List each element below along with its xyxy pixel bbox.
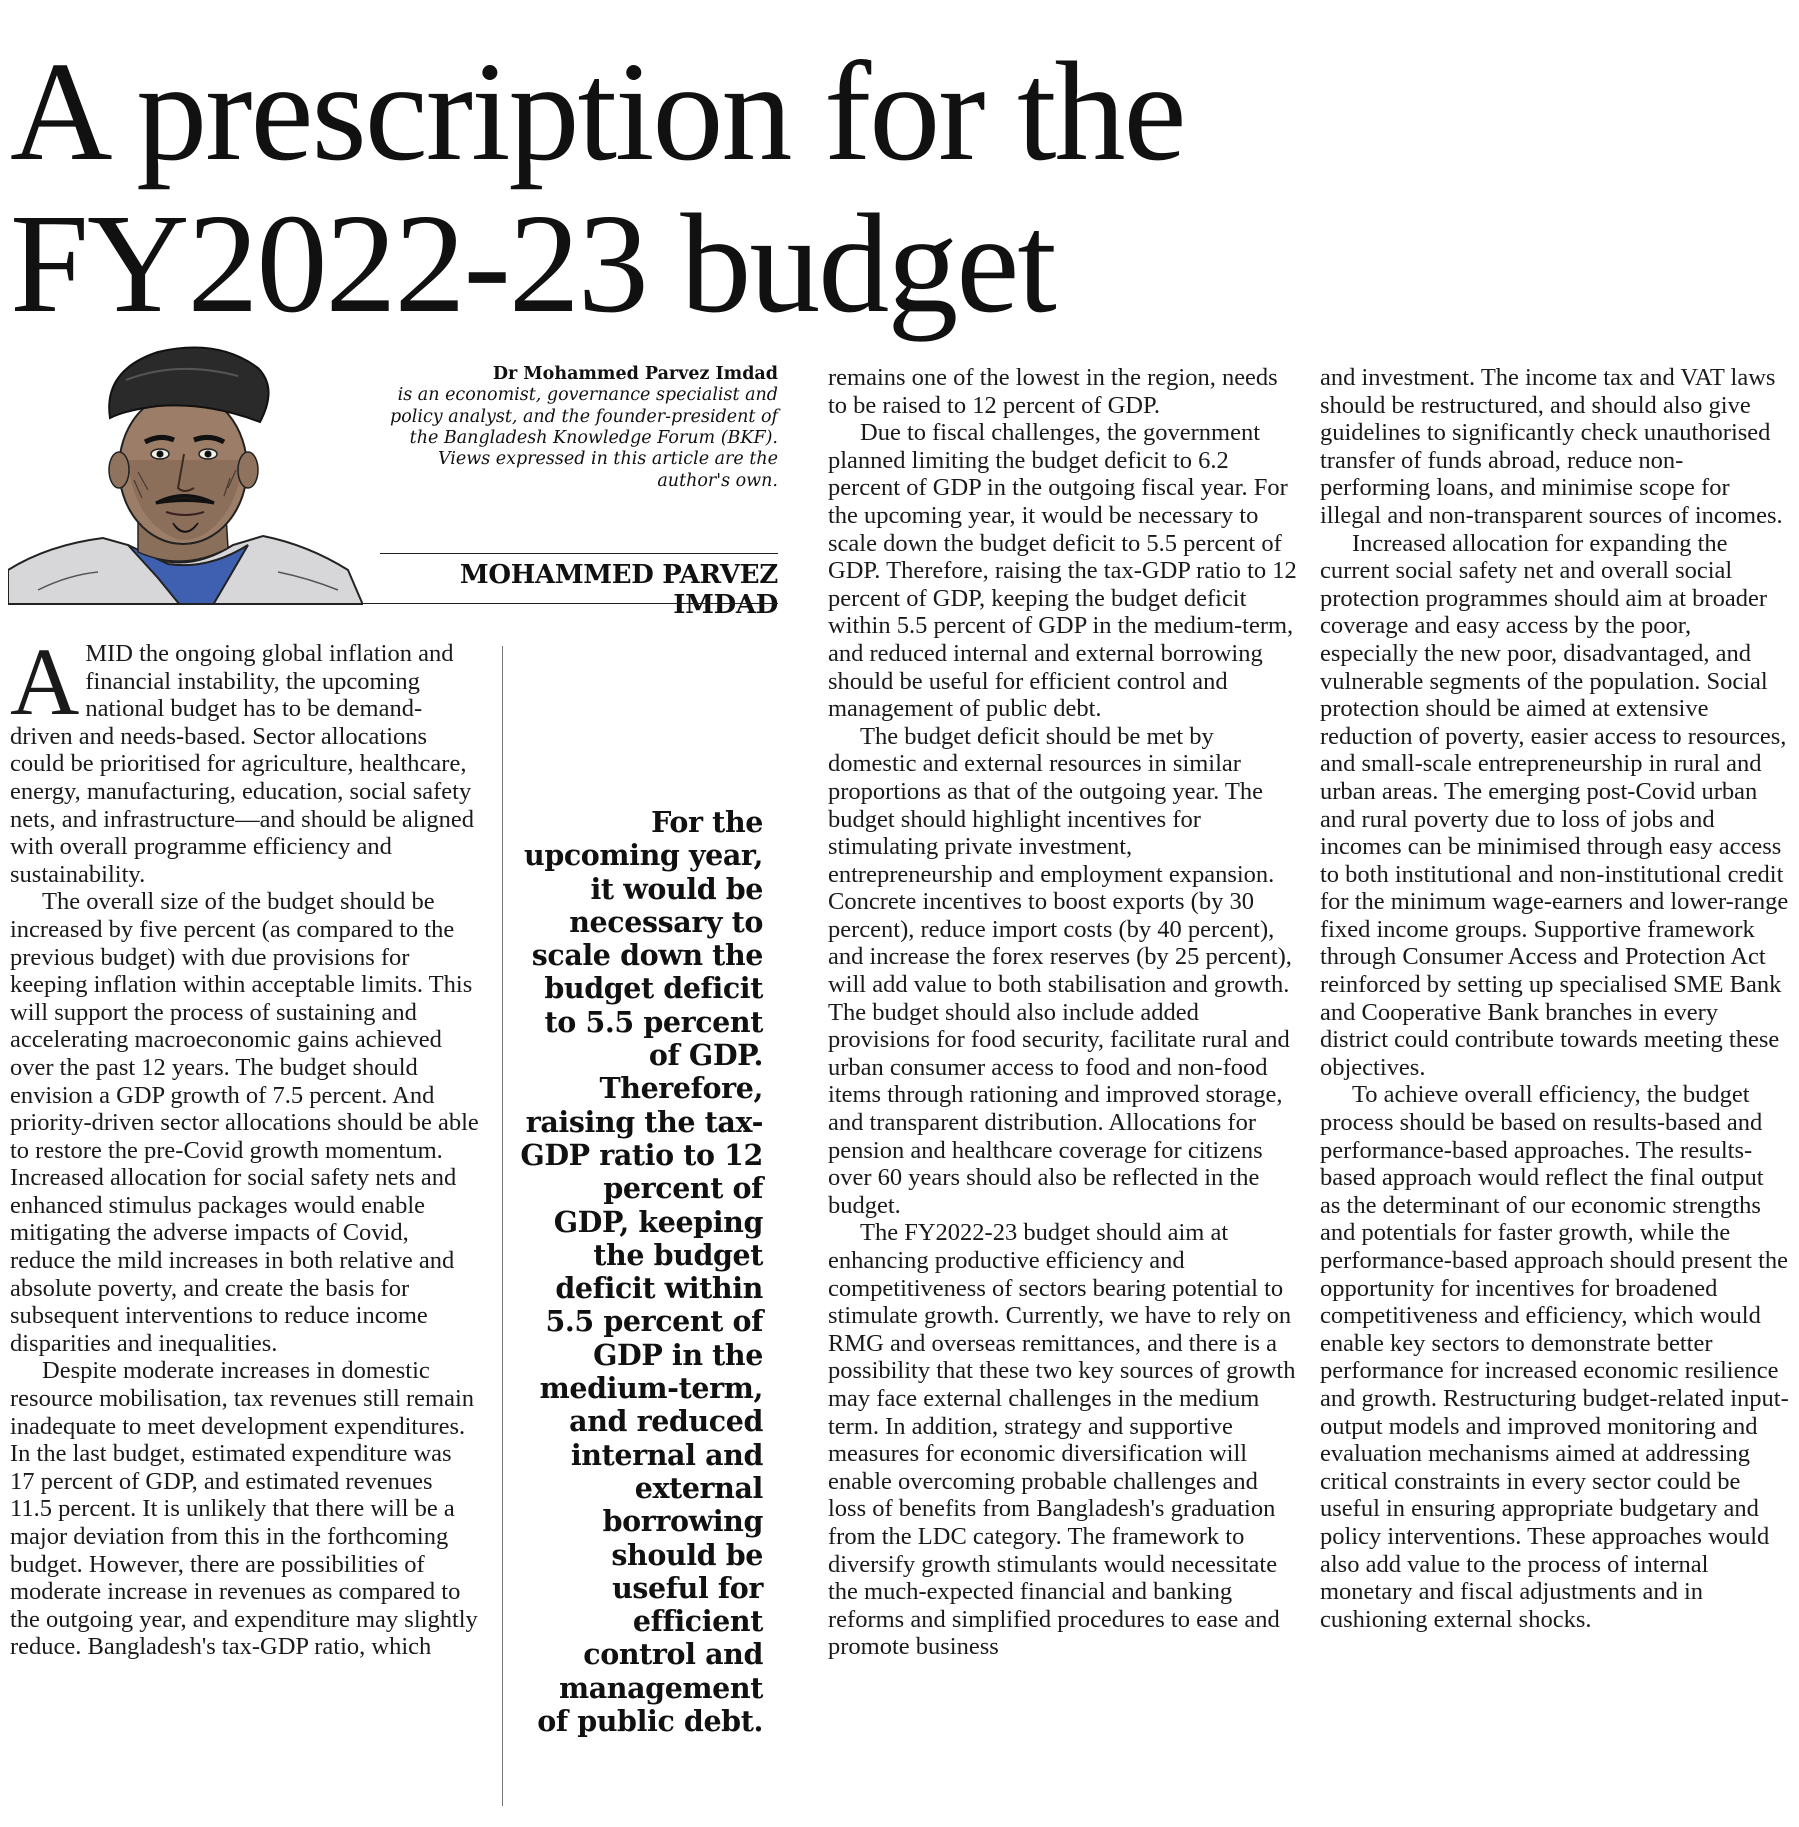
- body-paragraph: [10, 628, 480, 888]
- body-paragraph: The overall size of the budget should be increased by five percent (as compared to the previous budget) with due provisions for keeping inflation within acceptable limits. This will support the process of sustaining and accelerating macroeconomic gains achieved over the past 12 years. The budget should envision a GDP growth of 7.5 percent. And priority-driven sector allocations should be able to restore the pre-Covid growth momentum. Increased allocation for social safety nets and enhanced stimulus packages would enable mitigating the adverse impacts of Covid, reduce the mild increases in both relative and absolute poverty, and create the basis for subsequent interventions to reduce income disparities and inequalities.: [10, 888, 479, 1357]
- body-paragraph: To achieve overall efficiency, the budget process should be based on results-based and performance-based approaches. The results-based approach would reflect the final output as the determinant of our economic strengths and potentials for faster growth, while the performance-based approach should present the opportunity for incentives for broadened competitiveness and efficiency, which would enable key sectors to demonstrate better performance for increased economic resilience and growth. Restructuring budget-related input-output models and improved monitoring and evaluation mechanisms aimed at addressing critical constraints in every sector could be useful in ensuring appropriate budgetary and policy interventions. These approaches would also add value to the process of internal monetary and fiscal adjustments and in cushioning external shocks.: [1320, 1081, 1789, 1633]
- author-portrait-illustration: [8, 340, 363, 605]
- column-divider: [502, 646, 503, 1806]
- author-bio-description: is an economist, governance specialist and policy analyst, and the founder-president of the Bangladesh Knowledge Forum (BKF). Views expressed in this article are the author's own.: [390, 385, 778, 491]
- header-divider: [8, 603, 778, 604]
- author-bio-name: Dr Mohammed Parvez Imdad: [492, 364, 778, 384]
- drop-cap: A: [10, 628, 80, 735]
- article-column-3: [1320, 364, 1790, 1633]
- article-column-2: [828, 364, 1298, 1661]
- pull-quote: For the upcoming year, it would be necessary to scale down the budget deficit to 5.5 percent of GDP. Therefore, raising the tax-GDP ratio to 12 percent of GDP, keeping the budget deficit within 5.5 percent of GDP in the medium-term, and reduced internal and external borrowing should be useful for efficient control and management of public debt.: [520, 805, 763, 1739]
- lead-paragraph-text: MID the ongoing global inflation and financial instability, the upcoming national budget has to be demand-driven and needs-based. Sector allocations could be prioritised for agriculture, healthcare, energy, manufacturing, education, social safety nets, and infrastructure—and should be aligned with overall programme efficiency and sustainability.: [10, 640, 475, 888]
- body-paragraph: The budget deficit should be met by domestic and external resources in similar proportions as that of the outgoing year. The budget should highlight incentives for stimulating private investment, entrepreneurship and employment expansion. Concrete incentives to boost exports (by 30 percent), reduce import costs (by 40 percent), and increase the forex reserves (by 25 percent), will add value to both stabilisation and growth. The budget should also include added provisions for food security, facilitate rural and urban consumer access to food and non-food items through rationing and improved storage, and transparent distribution. Allocations for pension and healthcare coverage for citizens over 60 years should also be reflected in the budget.: [828, 722, 1292, 1219]
- author-byline: MOHAMMED PARVEZ IMDAD: [459, 560, 778, 620]
- author-bio: [380, 364, 778, 492]
- article-column-1: [10, 628, 480, 1661]
- body-paragraph: Due to fiscal challenges, the government planned limiting the budget deficit to 6.2 percent of GDP in the outgoing fiscal year. For the upcoming year, it would be necessary to scale down the budget deficit to 5.5 percent of GDP. Therefore, raising the tax-GDP ratio to 12 percent of GDP, keeping the budget deficit within 5.5 percent of GDP in the medium-term, and reduced internal and external borrowing should be useful for efficient control and management of public debt.: [828, 419, 1297, 723]
- body-paragraph: Increased allocation for expanding the current social safety net and overall social protection programmes should aim at broader coverage and easy access by the poor, especially the new poor, disadvantaged, and vulnerable segments of the population. Social protection should be aimed at extensive reduction of poverty, easier access to resources, and small-scale entrepreneurship in rural and urban areas. The emerging post-Covid urban and rural poverty due to loss of jobs and incomes can be minimised through easy access to both institutional and non-institutional credit for the minimum wage-earners and lower-range fixed income groups. Supportive framework through Consumer Access and Protection Act reinforced by setting up specialised SME Bank and Cooperative Bank branches in every district could contribute towards meeting these objectives.: [1320, 529, 1789, 1081]
- byline-divider: [380, 553, 778, 554]
- headline: A prescription for the FY2022-23 budget: [10, 32, 1185, 342]
- body-paragraph: Despite moderate increases in domestic resource mobilisation, tax revenues still remain inadequate to meet development expenditures. In the last budget, estimated expenditure was 17 percent of GDP, and estimated revenues 11.5 percent. It is unlikely that there will be a major deviation from this in the forthcoming budget. However, there are possibilities of moderate increase in revenues as compared to the outgoing year, and expenditure may slightly reduce. Bangladesh's tax-GDP ratio, which: [10, 1357, 478, 1661]
- body-paragraph: remains one of the lowest in the region, needs to be raised to 12 percent of GDP.: [828, 364, 1278, 419]
- body-paragraph: and investment. The income tax and VAT laws should be restructured, and should also give guidelines to significantly check unauthorised transfer of funds abroad, reduce non-performing loans, and minimise scope for illegal and non-transparent sources of incomes.: [1320, 364, 1783, 529]
- body-paragraph: The FY2022-23 budget should aim at enhancing productive efficiency and competitiveness of sectors bearing potential to stimulate growth. Currently, we have to rely on RMG and overseas remittances, and there is a possibility that these two key sources of growth may face external challenges in the medium term. In addition, strategy and supportive measures for economic diversification will enable overcoming probable challenges and loss of benefits from Bangladesh's graduation from the LDC category. The framework to diversify growth stimulants would necessitate the much-expected financial and banking reforms and simplified procedures to ease and promote business: [828, 1219, 1296, 1661]
